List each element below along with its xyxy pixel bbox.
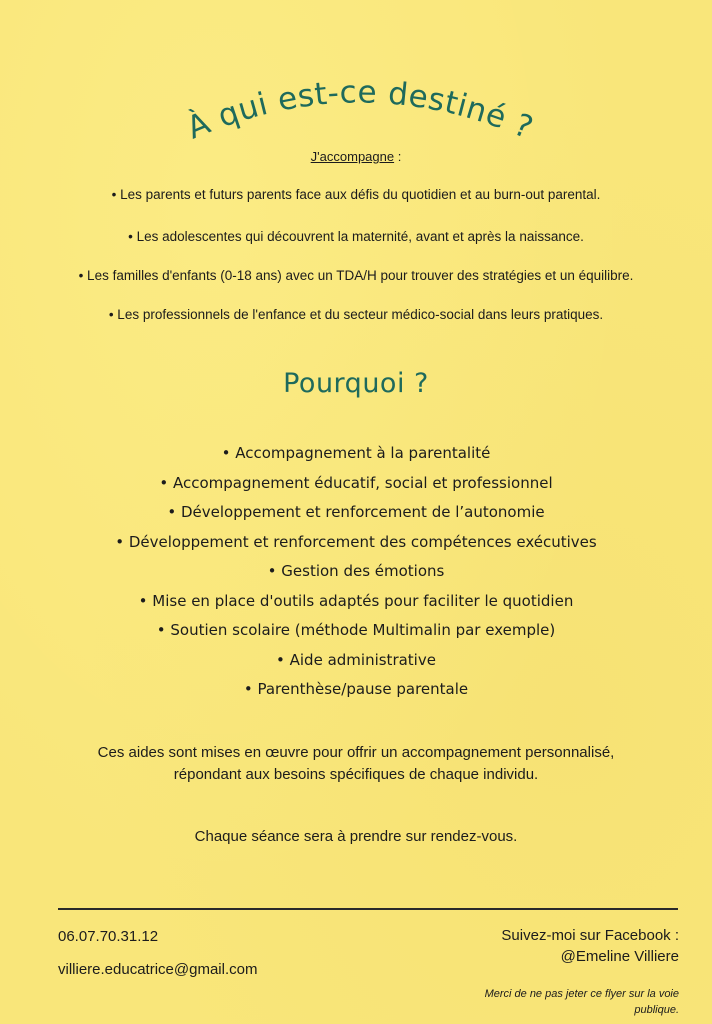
email-address: villiere.educatrice@gmail.com bbox=[58, 961, 258, 978]
why-list bbox=[0, 441, 712, 707]
audience-item: • Les professionnels de l'enfance et du secteur médico-social dans leurs pratiques. bbox=[108, 307, 604, 322]
facebook-block bbox=[501, 925, 679, 967]
summary-paragraph bbox=[0, 742, 712, 786]
why-item: • Développement et renforcement de l’autonomie bbox=[167, 503, 545, 521]
audience-item: • Les parents et futurs parents face aux défis du quotidien et au burn-out parental. bbox=[111, 187, 601, 202]
appointment-note: Chaque séance sera à prendre sur rendez-vous. bbox=[194, 828, 518, 845]
facebook-label: Suivez-moi sur Facebook : bbox=[501, 927, 679, 944]
summary-line: Ces aides sont mises en œuvre pour offrir un accompagnement personnalisé, bbox=[97, 744, 615, 761]
notice-line: publique. bbox=[634, 1004, 679, 1016]
facebook-handle: @Emeline Villiere bbox=[560, 948, 679, 965]
footer-divider bbox=[58, 908, 678, 910]
subheading-colon: : bbox=[394, 149, 402, 164]
why-item: • Gestion des émotions bbox=[267, 562, 445, 580]
subheading bbox=[0, 149, 712, 164]
why-item: • Développement et renforcement des compétences exécutives bbox=[115, 532, 597, 551]
why-item: • Aide administrative bbox=[276, 650, 436, 669]
section-title-why: Pourquoi ? bbox=[283, 368, 429, 399]
phone-number: 06.07.70.31.12 bbox=[58, 928, 159, 945]
why-item: • Parenthèse/pause parentale bbox=[243, 680, 469, 698]
svg-text:À qui est-ce destiné ?: À qui est-ce destiné ? bbox=[181, 74, 539, 147]
why-item: • Accompagnement éducatif, social et professionnel bbox=[159, 473, 553, 492]
why-item: • Mise en place d'outils adaptés pour faciliter le quotidien bbox=[138, 591, 574, 610]
subheading-label: J'accompagne bbox=[310, 149, 395, 164]
litter-notice bbox=[379, 986, 679, 1018]
why-item: • Soutien scolaire (méthode Multimalin par exemple) bbox=[156, 621, 556, 639]
audience-item: • Les familles d'enfants (0-18 ans) avec un TDA/H pour trouver des stratégies et un équilibre. bbox=[78, 268, 634, 283]
notice-line: Merci de ne pas jeter ce flyer sur la voie bbox=[484, 988, 679, 1000]
why-item: • Accompagnement à la parentalité bbox=[221, 444, 491, 462]
audience-item: • Les adolescentes qui découvrent la maternité, avant et après la naissance. bbox=[128, 229, 584, 244]
summary-line: répondant aux besoins spécifiques de chaque individu. bbox=[173, 766, 539, 783]
